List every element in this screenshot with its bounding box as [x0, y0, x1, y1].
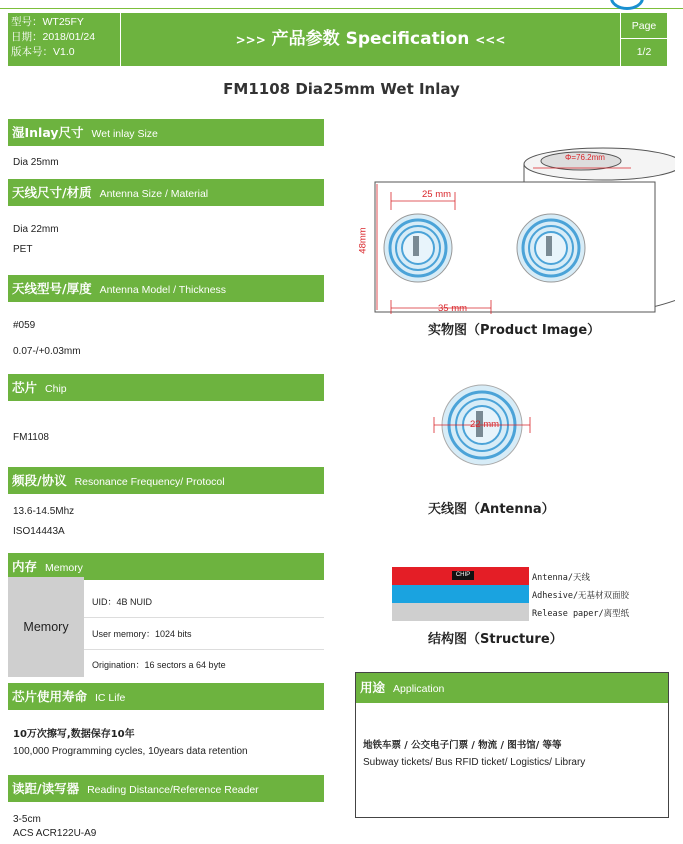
section-title-zh: 读距/读写器 — [12, 781, 80, 796]
dim-48mm: 48mm — [357, 227, 369, 254]
structure-caption: 结构图（Structure） — [428, 632, 563, 647]
ic-life-en: 100,000 Programming cycles, 10years data retention — [13, 746, 248, 757]
application-title-en: Application — [393, 683, 445, 695]
green-rule — [0, 8, 683, 9]
section-title-en: IC Life — [95, 692, 126, 704]
section-title-zh: 内存 — [12, 559, 38, 574]
product-image-drawing — [355, 130, 675, 320]
frequency-value: 13.6-14.5Mhz — [13, 506, 75, 517]
antenna-thickness-value: 0.07-/+0.03mm — [13, 346, 81, 357]
application-text-en: Subway tickets/ Bus RFID ticket/ Logistics/ Library — [363, 757, 586, 768]
section-antenna-size — [8, 179, 324, 206]
dim-22mm: 22 mm — [470, 419, 500, 430]
dim-roll-diameter: Φ=76.2mm — [565, 153, 605, 162]
chip-label: CHIP — [452, 571, 474, 580]
memory-table — [8, 577, 324, 677]
section-title-en: Antenna Size / Material — [99, 188, 209, 200]
antenna-caption: 天线图（Antenna） — [428, 502, 555, 517]
section-title-en: Reading Distance/Reference Reader — [87, 784, 259, 796]
application-text-zh: 地铁车票 / 公交电子门票 / 物流 / 图书馆/ 等等 — [363, 740, 562, 751]
doc-meta — [8, 13, 121, 66]
section-title-en: Resonance Frequency/ Protocol — [74, 476, 225, 488]
divider — [84, 617, 324, 618]
model-number: 型号：WT25FY — [11, 16, 84, 28]
memory-user: User memory：1024 bits — [92, 629, 192, 639]
section-title-zh: 芯片 — [12, 380, 38, 395]
reference-reader: ACS ACR122U-A9 — [13, 828, 97, 839]
ic-life-zh: 10万次擦写,数据保存10年 — [13, 729, 135, 740]
memory-origination: Origination：16 sectors a 64 byte — [92, 660, 226, 670]
section-ic-life — [8, 683, 324, 710]
section-title-en: Chip — [45, 383, 67, 395]
page-label: Page — [621, 13, 667, 39]
section-chip — [8, 374, 324, 401]
layer-label-antenna: Antenna/天线 — [532, 573, 590, 583]
section-frequency — [8, 467, 324, 494]
section-inlay-size — [8, 119, 324, 146]
section-title-zh: 频段/协议 — [12, 473, 67, 488]
dim-25mm: 25 mm — [422, 189, 452, 200]
section-title-zh: 芯片使用寿命 — [12, 689, 88, 704]
layer-label-adhesive: Adhesive/无基材双面胶 — [532, 591, 630, 601]
layer-release-paper — [392, 603, 529, 621]
chip-value: FM1108 — [13, 432, 49, 443]
protocol-value: ISO14443A — [13, 526, 65, 537]
antenna-size-value: Dia 22mm — [13, 224, 59, 235]
section-title-en: Wet inlay Size — [91, 128, 158, 140]
section-title-zh: 天线尺寸/材质 — [12, 185, 92, 200]
section-title-zh: 湿Inlay尺寸 — [12, 125, 84, 140]
memory-label: Memory — [8, 577, 84, 677]
reading-distance: 3-5cm — [13, 814, 41, 825]
application-header — [356, 673, 668, 703]
application-box — [355, 672, 669, 818]
section-title-zh: 天线型号/厚度 — [12, 281, 92, 296]
application-title-zh: 用途 — [360, 680, 386, 695]
layer-label-release: Release paper/离型纸 — [532, 609, 630, 619]
divider — [84, 649, 324, 650]
section-title-en: Antenna Model / Thickness — [99, 284, 227, 296]
section-memory — [8, 553, 324, 580]
document-title: FM1108 Dia25mm Wet Inlay — [223, 80, 460, 98]
dim-35mm: 35 mm — [438, 303, 468, 314]
memory-uid: UID：4B NUID — [92, 597, 153, 607]
doc-date: 日期：2018/01/24 — [11, 31, 96, 43]
section-title-en: Memory — [45, 562, 83, 574]
inlay-size-value: Dia 25mm — [13, 157, 59, 168]
page-indicator — [620, 13, 667, 66]
product-image-caption: 实物图（Product Image） — [428, 323, 601, 338]
page-number: 1/2 — [636, 46, 652, 58]
spec-header — [8, 13, 667, 66]
arrows-left: >>> — [235, 33, 266, 47]
header-title — [121, 13, 620, 66]
inlay-tag-2 — [517, 214, 585, 282]
antenna-material-value: PET — [13, 244, 33, 255]
section-antenna-model — [8, 275, 324, 302]
inlay-tag-1 — [384, 214, 452, 282]
header-title-text: 产品参数 Specification — [271, 29, 470, 49]
arrows-right: <<< — [475, 33, 506, 47]
section-reading — [8, 775, 324, 802]
antenna-model-value: #059 — [13, 320, 36, 331]
top-rule — [0, 0, 683, 11]
layer-adhesive — [392, 585, 529, 603]
doc-version: 版本号：V1.0 — [11, 46, 75, 58]
